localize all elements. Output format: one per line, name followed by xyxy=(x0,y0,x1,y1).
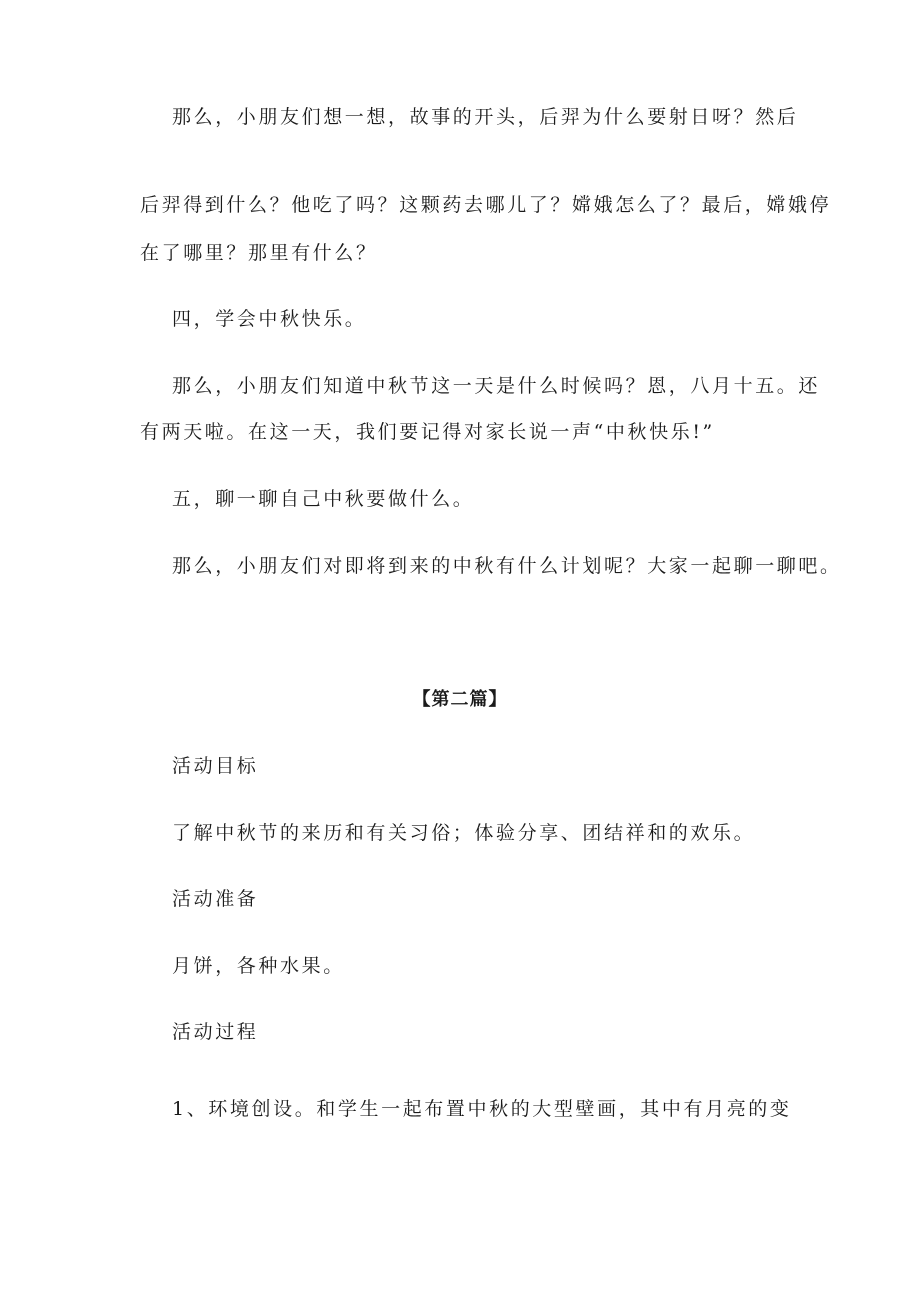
paragraph-line: 月饼，各种水果。 xyxy=(172,955,345,977)
section-heading: 四，学会中秋快乐。 xyxy=(172,308,367,330)
subheading: 活动准备 xyxy=(172,888,259,910)
paragraph-line: 那么，小朋友们对即将到来的中秋有什么计划呢？大家一起聊一聊吧。 xyxy=(172,555,842,577)
section-heading: 五，聊一聊自己中秋要做什么。 xyxy=(172,488,475,510)
paragraph-line: 了解中秋节的来历和有关习俗；体验分享、团结祥和的欢乐。 xyxy=(172,822,756,844)
paragraph-line: 后羿得到什么？他吃了吗？这颗药去哪儿了？嫦娥怎么了？最后，嫦娥停 xyxy=(140,194,832,216)
paragraph-line: 在了哪里？那里有什么？ xyxy=(140,242,378,264)
paragraph-line: 那么，小朋友们想一想，故事的开头，后羿为什么要射日呀？然后 xyxy=(172,106,799,128)
paragraph-line: 1、环境创设。和学生一起布置中秋的大型壁画，其中有月亮的变 xyxy=(172,1098,792,1120)
subheading: 活动过程 xyxy=(172,1021,259,1043)
paragraph-line: 有两天啦。在这一天，我们要记得对家长说一声“中秋快乐!” xyxy=(140,421,715,443)
subheading: 活动目标 xyxy=(172,755,259,777)
section-title: 【第二篇】 xyxy=(412,689,508,710)
paragraph-line: 那么，小朋友们知道中秋节这一天是什么时候吗？恩，八月十五。还 xyxy=(172,375,821,397)
